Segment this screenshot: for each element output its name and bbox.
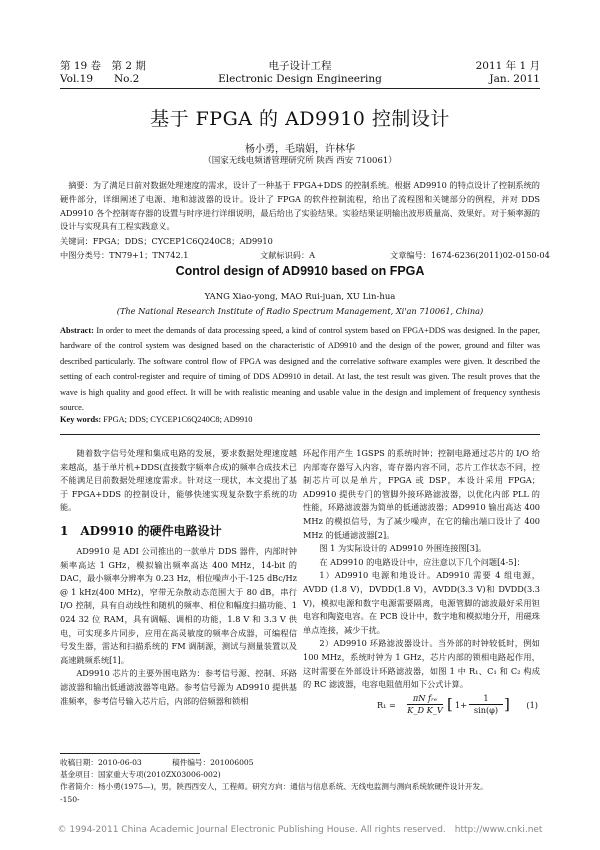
equation-bracket-term: 1+ [455,699,468,710]
intro-paragraph: 随着数字信号处理和集成电路的发展，要求数据处理速度越来越高，基于单片机+DDS(直接数字频率合成)的频率合成技术已不能满足目前数据处理速度需求。针对这一现状，本文提出了基于 FPGA+DDS 的控制设计，能够快速实现复杂数字系统的功能。 [60,448,297,513]
header-rule [60,88,540,89]
equation-inner-numerator: 1 [469,693,503,705]
journal-cn: 电子设计工程 [268,60,332,72]
left-paragraph-2: AD9910 芯片的主要外围电路为：参考信号源、控制、环路滤波器和输出低通滤波器等电路。参考信号源为 AD9910 提供基准频率，参考信号输入芯片后，内部的倍频器和锁相 [60,668,297,706]
article-number: 文章编号：1674-6236(2011)02-0150-04 [390,250,550,260]
equation-number: (1) [526,699,538,710]
right-paragraph-2: 图 1 为实际设计的 AD9910 外围连接图[3]。 [319,543,487,554]
right-column [303,447,540,718]
date-cn: 2011 年 1 月 [475,60,540,72]
header-date [476,60,540,86]
abstract-en-label: Abstract: [60,326,94,335]
equation-denominator: K_D K_V [407,704,443,715]
keywords-cn: 关键词：FPGA；DDS；CYCEP1C6Q240C8；AD9910 [60,236,273,246]
page-number: -150- [60,795,80,804]
abstract-en-text: In order to meet the demands of data processing speed, a kind of control system based on FPGA+DDS was designed. In the paper, hardware of the control system was designed based on the characteristic of AD9910 and the design of the power, ground and filter was described particularly. The software control flow of FPGA was designed and the correlative software examples were given. It described the setting of each control-register and require of timing of DDS AD9910 in detail. At last, the test result was given. The result proves that the wave is high quality and good effect. It will be with realistic meaning and usable value in the design and implement of frequency synthesis source. [60,326,540,413]
equation-numerator: πN fᵣₑ [407,693,443,705]
left-paragraph-1: AD9910 是 ADI 公司推出的一款单片 DDS 器件，内部时钟频率高达 1 GHz，模拟输出频率高达 400 MHz，14-bit 的 DAC，最小频率分辨率为 0.23 Hz，相位噪声小于-125 dBc/Hz @ 1 kHz(400 MHz)，窄带无杂散动态范围大于 80 dB，串行 I/O 控制，具有自动线性和随机的频率、相位和幅度扫描功能、1 024 32 位 RAM，具有调幅、调相的功能，1.8 V 和 3.3 V 供电，可实现多片同步，应用在高灵敏度的频率合成器，可编程信号发生器，雷达和扫描系统的 FM 调制源，测试与测量装置以及高速跳频系统[1]。 [60,545,297,665]
equation-inner-denominator: sin(φ) [473,704,499,715]
volume-cn: 第 19 卷 第 2 期 [60,60,146,72]
copyright-notice: © 1994-2011 China Academic Journal Electronic Publishing House. All rights reserved. http://www.cnki.net [57,825,543,835]
right-paragraph-4: 1）AD9910 电源和地设计。AD9910 需要 4 组电源，AVDD (1.8 V)，DVDD(1.8 V)，AVDD(3.3 V)和 DVDD(3.3 V)，模拟电源和数字电源需要隔离，电源管脚的滤波最好采用钽电容和陶瓷电容。在 PCB 设计中，数字地和模拟地分开，用磁珠单点连接，减少干扰。 [303,570,540,635]
affiliation-en: (The National Research Institute of Radio Spectrum Management, Xi'an 710061, China) [116,306,484,316]
right-paragraph-1: 环起作用产生 1GSPS 的系统时钟；控制电路通过芯片的 I/O 给内部寄存器写入内容，寄存器内容不同，芯片工作状态不同，控制芯片可以是单片，FPGA 或 DSP，本设计采用 FPGA；AD9910 提供专门的管脚外接环路滤波器，以优化内部 PLL 的性能，环路滤波器为简单的低通滤波器；AD9910 输出高达 400 MHz 的模拟信号，为了减少噪声，在它的输出端口设计了 400 MHz 的低通滤波器[2]。 [303,448,540,540]
title-en: Control design of AD9910 based on FPGA [175,264,425,278]
equation-fraction [407,693,443,716]
equation-bracket-close: ] [504,694,510,713]
clc-number: 中图分类号：TN79+1；TN742.1 [60,250,189,260]
header-journal [200,60,400,86]
footnote-rule [60,753,200,754]
fund-project: 基金项目：国家重大专项(2010ZX03006-002) [60,770,221,779]
keywords-en-text: FPGA; DDS; CYCEP1C6Q240C8; AD9910 [101,415,253,424]
footnotes [60,757,540,806]
right-paragraph-5: 2）AD9910 环路滤波器设计。当外部的时钟较低时，例如 100 MHz，系统时钟为 1 GHz，芯片内部的锁相电路起作用，这时需要在外部设计环路滤波器，如图 1 中 R₁、C₁ 和 C₂ 构成的 RC 滤波器，电容电阻值用如下公式计算。 [303,638,540,690]
received-date: 收稿日期：2010-06-03 稿件编号：201006005 [60,758,254,767]
abstract-rule [60,434,540,435]
header-volume [60,60,146,86]
authors-cn: 杨小勇，毛瑞娟，许林华 [245,144,355,155]
keywords-en [60,415,252,424]
journal-en: Electronic Design Engineering [218,73,382,85]
affiliation-cn: （国家无线电频谱管理研究所 陕西 西安 710061） [203,156,397,166]
document-code: 文献标识码：A [260,250,316,260]
equation-lhs: R₁ = [377,699,396,710]
keywords-en-label: Key words: [60,415,102,424]
title-cn: 基于 FPGA 的 AD9910 控制设计 [150,108,450,130]
section-1-heading: 1 AD9910 的硬件电路设计 [60,523,222,538]
right-paragraph-3: 在 AD9910 的电路设计中，应注意以下几个问题[4-5]： [319,556,525,567]
abstract-cn: 摘要：为了满足日前对数据处理速度的需求，设计了一种基于 FPGA+DDS 的控制系统。根据 AD9910 的特点设计了控制系统的硬件部分，详细阐述了电源、地和滤波器的设计。设计了 FPGA 的软件控制流程，给出了流程图和关键部分的例程，并对 DDS AD9910 各个控制寄存器的设置与时序进行详细说明，最后给出了实验结果。实验结果证明输出波形质量高、效果好。对于频率源的设计与实现具有工程实践意义。 [60,180,540,232]
equation-inner-fraction [469,693,503,716]
left-column [60,447,297,708]
authors-en: YANG Xiao-yong, MAO Rui-juan, XU Lin-hua [204,292,396,302]
equation-1 [303,692,540,718]
volume-en: Vol.19 No.2 [60,73,140,85]
author-bio: 作者简介：杨小勇(1975—)，男，陕西西安人，工程师。研究方向：通信与信息系统、无线电监测与测向系统软硬件设计开发。 [60,782,488,791]
equation-bracket: [ [447,694,453,713]
abstract-en [60,323,540,415]
date-en: Jan. 2011 [489,73,540,85]
